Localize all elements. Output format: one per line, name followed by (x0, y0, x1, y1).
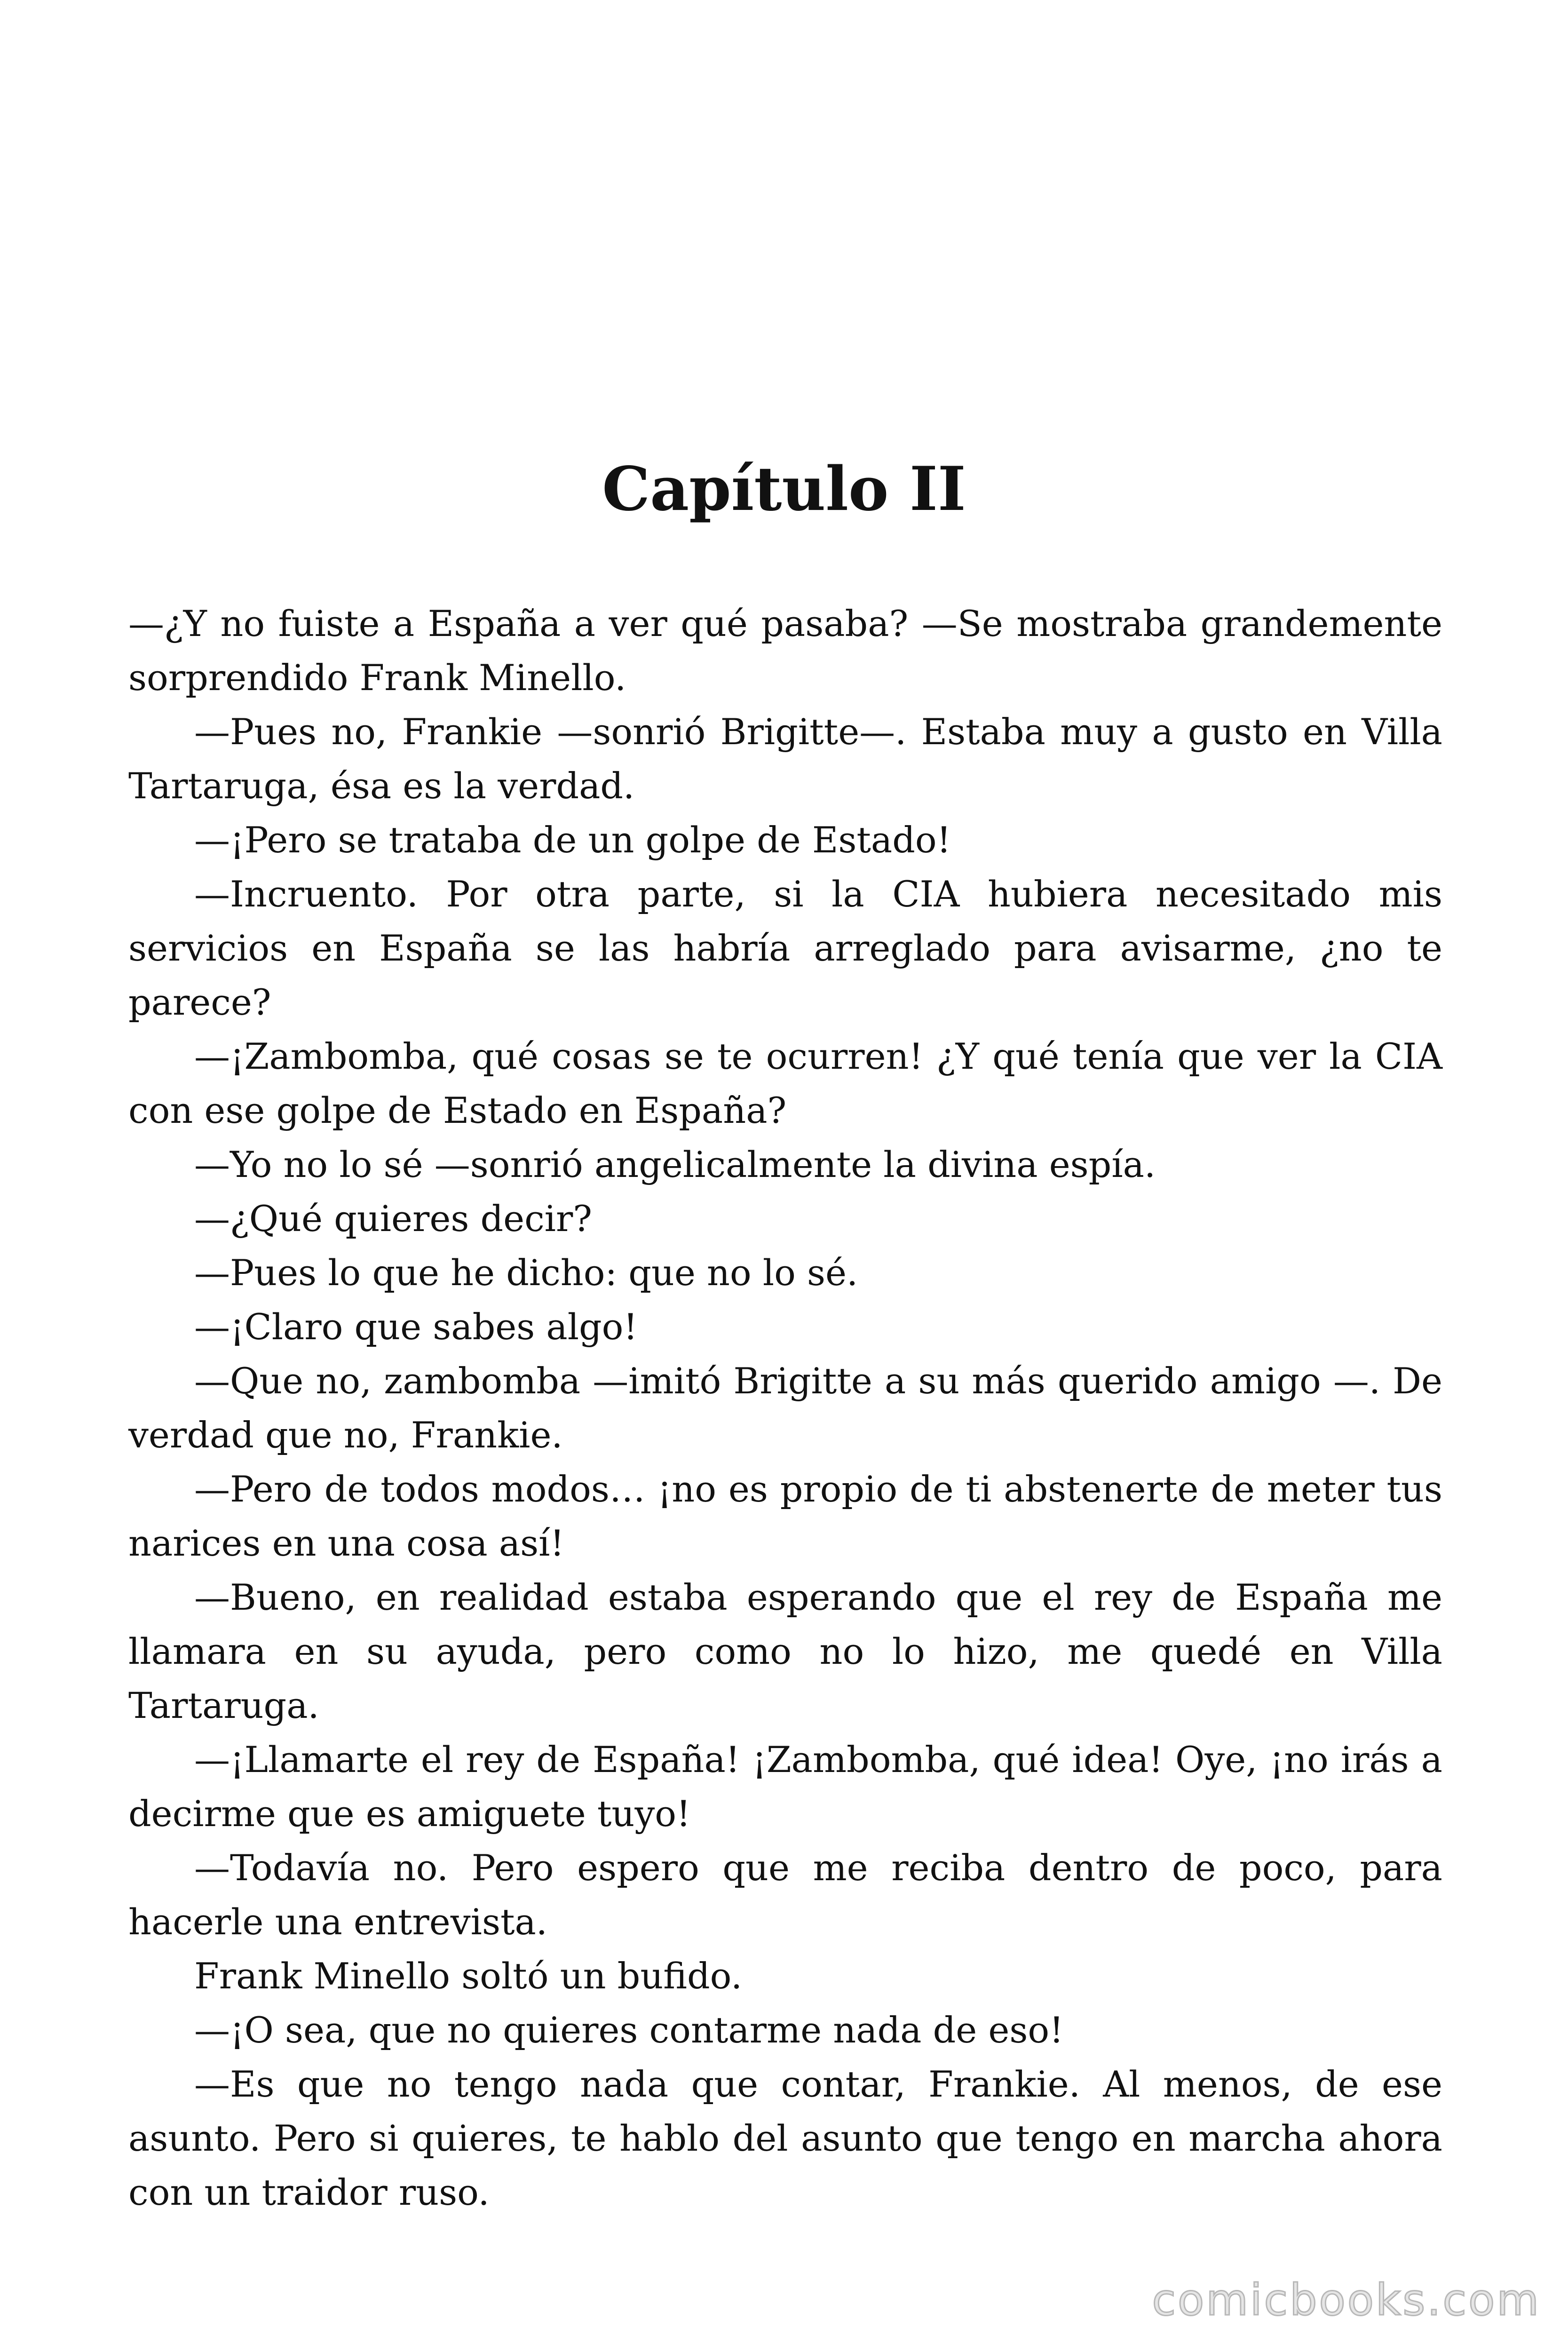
chapter-title: Capítulo II (602, 454, 966, 524)
chapter-body (128, 596, 1442, 2219)
paragraph: —¡Zambomba, qué cosas se te ocurren! ¿Y qué tenía que ver la CIA con ese golpe de Estado en España? (128, 1035, 1442, 1131)
paragraph: —Pero de todos modos… ¡no es propio de ti abstenerte de meter tus narices en una cosa así! (128, 1468, 1442, 1564)
paragraph: —Todavía no. Pero espero que me reciba dentro de poco, para hacerle una entrevista. (128, 1847, 1442, 1943)
paragraph: —Incruento. Por otra parte, si la CIA hubiera necesitado mis servicios en España se las habría arreglado para avisarme, ¿no te parece? (128, 873, 1442, 1023)
paragraph: —¡Llamarte el rey de España! ¡Zambomba, qué idea! Oye, ¡no irás a decirme que es amiguete tuyo! (128, 1739, 1442, 1835)
paragraph: —Que no, zambomba —imitó Brigitte a su más querido amigo —. De verdad que no, Frankie. (128, 1360, 1442, 1456)
paragraph: —Yo no lo sé —sonrió angelicalmente la divina espía. (194, 1144, 1156, 1185)
paragraph: —¡O sea, que no quieres contarme nada de eso! (194, 2009, 1064, 2051)
paragraph: —¡Claro que sabes algo! (194, 1306, 638, 1348)
paragraph: Frank Minello soltó un bufido. (194, 1955, 743, 1997)
paragraph: —Pues no, Frankie —sonrió Brigitte—. Estaba muy a gusto en Villa Tartaruga, ésa es la verdad. (128, 711, 1442, 807)
paragraph: —¿Y no fuiste a España a ver qué pasaba? —Se mostraba grandemente sorprendido Frank Minello. (128, 603, 1442, 699)
paragraph: —¡Pero se trataba de un golpe de Estado! (194, 819, 951, 861)
paragraph: —Bueno, en realidad estaba esperando que el rey de España me llamara en su ayuda, pero como no lo hizo, me quedé en Villa Tartaruga. (128, 1576, 1442, 1726)
watermark: comicbooks.com (1152, 2275, 1541, 2325)
paragraph: —Pues lo que he dicho: que no lo sé. (194, 1252, 858, 1294)
paragraph: —Es que no tengo nada que contar, Frankie. Al menos, de ese asunto. Pero si quieres, te hablo del asunto que tengo en marcha ahora con un traidor ruso. (128, 2063, 1442, 2213)
paragraph: —¿Qué quieres decir? (194, 1198, 593, 1240)
